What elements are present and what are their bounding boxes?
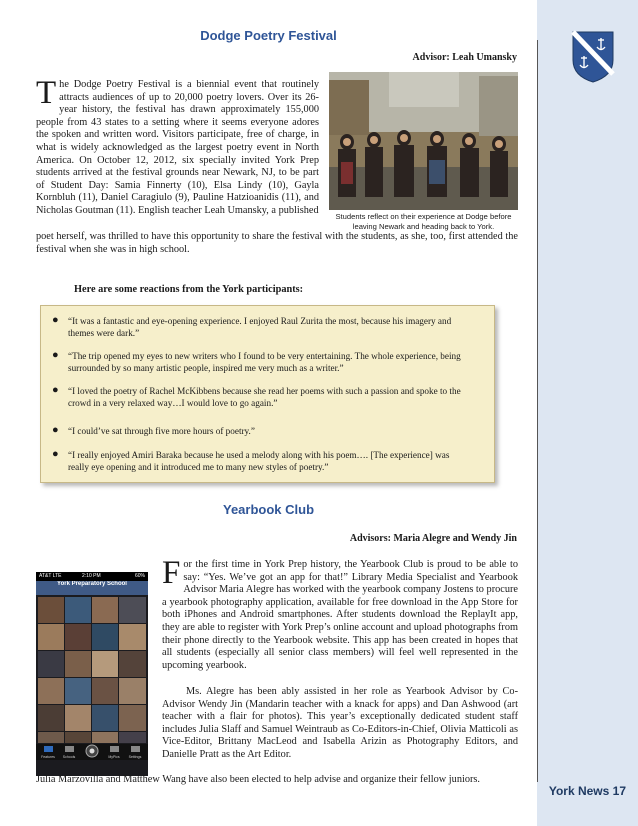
yearbook-dropcap: F xyxy=(162,555,181,591)
festival-heading: Dodge Poetry Festival xyxy=(200,28,337,43)
yearbook-heading: Yearbook Club xyxy=(222,502,315,517)
bullet-icon: ● xyxy=(52,384,59,396)
bullet-icon: ● xyxy=(52,424,59,436)
festival-students-photo xyxy=(329,72,518,210)
quotes-box xyxy=(40,305,495,483)
phone-status-bar: AT&T LTE 2:10 PM 60% xyxy=(36,572,148,581)
column-rule xyxy=(537,40,538,782)
page-sidebar xyxy=(537,0,638,826)
quote-item: ● “It was a fantastic and eye-opening experience. I enjoyed Raul Zurita the most, because his imagery and themes were dark.” xyxy=(52,314,452,338)
svg-text:Schools: Schools xyxy=(62,755,76,759)
yearbook-advisors: Advisors: Maria Alegre and Wendy Jin xyxy=(349,533,517,544)
svg-text:MyPics: MyPics xyxy=(108,755,120,759)
festival-paragraph: The Dodge Poetry Festival is a biennial event that routinely attracts audiences of up to 20,000 poetry lovers. Over its 26-year history, the festival has drawn approximately 155,000 people from 43 states to a setting where it seems everyone adores the spoken and written word. Visitors participate, free of charge, in what is widely acknowledged as the largest poetry event in North America. On October 12, 2012, six specially invited York Prep students arrived at the festival grounds near Newark, NJ, to be part of Student Day: Samia Finnerty (10), Elsa Lindy (10), Gayla Kornbluh (11), Daniel Caragiulo (9), Pauline Hatzioanidis (11), and Nicholas Goutman (11). English teacher Leah Umansky, a published xyxy=(36,75,319,216)
bullet-icon: ● xyxy=(52,448,59,460)
svg-text:Features: Features xyxy=(41,755,55,759)
reactions-title: Here are some reactions from the York participants: xyxy=(74,284,304,295)
phone-app-header: York Preparatory School xyxy=(36,581,148,595)
quote-item: ● “I loved the poetry of Rachel McKibbens because she read her poems with such a passion and spoke to the crowd in a very relaxed way…I would love to go again.” xyxy=(52,384,461,408)
svg-text:Settings: Settings xyxy=(128,755,142,759)
yearbook-paragraph-1: For the first time in York Prep history, the Yearbook Club is proud to be able to say: “Yes. We’ve got an app for that!” Library Media Specialist and Yearbook Advisor Maria Alegre has worked with the yearbook company Jostens to procure a yearbook photography application, available for free download in the App Store for both iPhones and Android smartphones. After students download the ReplayIt app, they are able to register with York Prep’s online account and upload photographs from their phone directly to the Yearbook website. This app has been created in hopes that all students (especially all senior class members) will feel well represented in the upcoming yearbook. xyxy=(162,555,518,671)
quote-item: ● “I really enjoyed Amiri Baraka because he used a melody along with his poem…. [The experience] was really eye opening and it introduced me to many new styles of poetry.” xyxy=(52,448,450,472)
quote-item: ● “I could’ve sat through five more hours of poetry.” xyxy=(52,424,255,436)
quote-item: ● “The trip opened my eyes to new writers who I found to be very entertaining. The whole experience, being surrounded by so many artistic people, inspired me very much as a writer.” xyxy=(52,349,461,373)
festival-dropcap: T xyxy=(36,75,57,111)
yearbook-paragraph-2: Ms. Alegre has been ably assisted in her role as Yearbook Advisor by Co-Advisor Wendy Jin (Mandarin teacher with a knack for apps) and Dan Ashwood (art teacher with a flair for photos). This year’s exceptionally dedicated student staff includes Julia Slaff and Samuel Weintraub as Co-Editors-in-Chief, Olivia Matticoli as Vice-Editor, Brittany MacLeod and Isabella Arizin as Photography Editors, and Danielle Pratt as the Art Editor. xyxy=(162,686,518,760)
bullet-icon: ● xyxy=(52,314,59,326)
bullet-icon: ● xyxy=(52,349,59,361)
yearbook-paragraph-2-continued: Julia Marzovilla and Matthew Wang have also been elected to help advise and organize their fellow juniors. xyxy=(36,774,480,785)
anchor-shield-logo xyxy=(571,30,615,84)
festival-photo-caption: Students reflect on their experience at Dodge before leaving Newark and heading back to York. xyxy=(335,212,512,231)
phone-photo-grid xyxy=(36,595,148,760)
festival-paragraph-continued: poet herself, was thrilled to have this opportunity to share the festival with the students, as she, too, first attended the festival when she was in high school. xyxy=(36,231,518,255)
yearbook-app-screenshot xyxy=(36,572,148,776)
festival-advisor: Advisor: Leah Umansky xyxy=(412,52,517,63)
page-number: York News 17 xyxy=(548,784,626,798)
